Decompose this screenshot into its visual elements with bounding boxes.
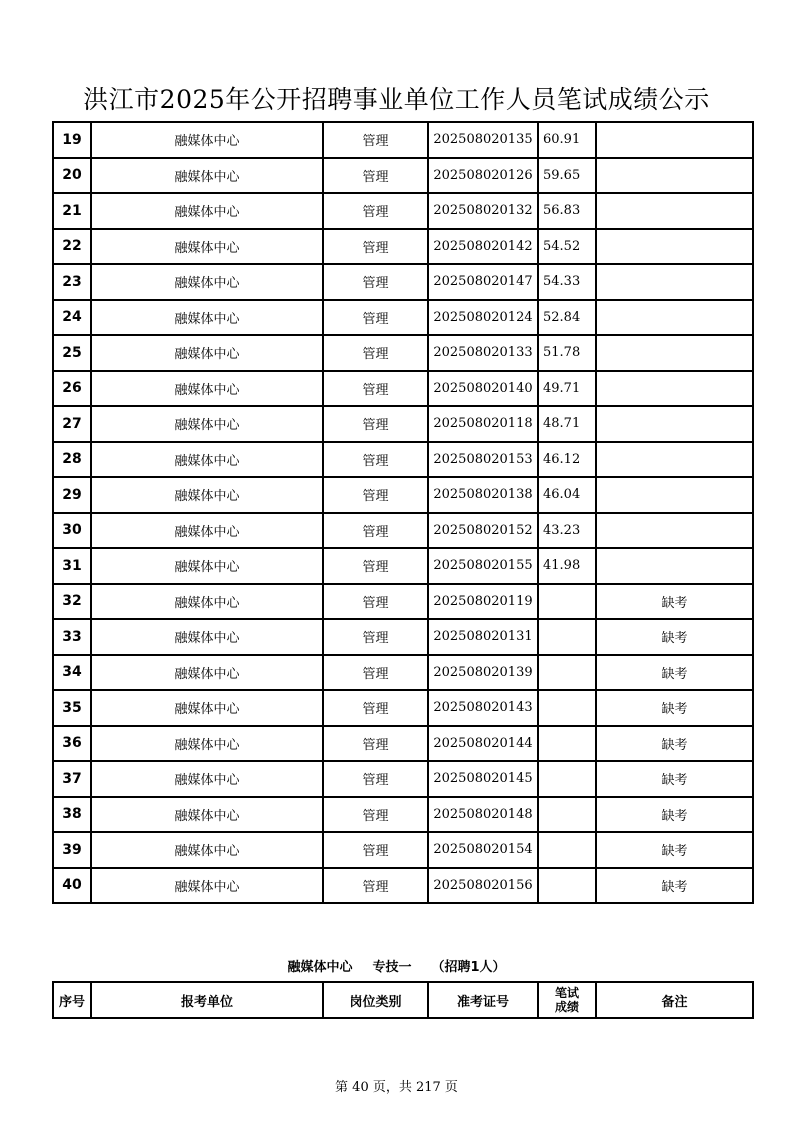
header-unit: 报考单位 bbox=[91, 982, 323, 1018]
category-cell: 管理 bbox=[323, 335, 428, 371]
category-cell: 管理 bbox=[323, 442, 428, 478]
category-cell: 管理 bbox=[323, 229, 428, 265]
document-title: 洪江市2025年公开招聘事业单位工作人员笔试成绩公示 bbox=[83, 85, 710, 114]
score-cell: 56.83 bbox=[538, 193, 596, 229]
remark-cell bbox=[596, 477, 753, 513]
seq-cell: 23 bbox=[53, 264, 91, 300]
category-cell: 管理 bbox=[323, 193, 428, 229]
table-row bbox=[53, 726, 753, 762]
score-cell: 59.65 bbox=[538, 158, 596, 194]
table-row bbox=[53, 548, 753, 584]
table-row bbox=[53, 264, 753, 300]
header-seq: 序号 bbox=[53, 982, 91, 1018]
ticket-cell: 202508020145 bbox=[428, 761, 538, 797]
header-remark: 备注 bbox=[596, 982, 753, 1018]
remark-cell bbox=[596, 442, 753, 478]
category-cell: 管理 bbox=[323, 548, 428, 584]
seq-cell: 35 bbox=[53, 690, 91, 726]
remark-cell bbox=[596, 158, 753, 194]
unit-cell: 融媒体中心 bbox=[91, 300, 323, 336]
table-row bbox=[53, 229, 753, 265]
score-cell: 41.98 bbox=[538, 548, 596, 584]
table-row bbox=[53, 406, 753, 442]
category-cell: 管理 bbox=[323, 406, 428, 442]
seq-cell: 22 bbox=[53, 229, 91, 265]
remark-cell: 缺考 bbox=[596, 761, 753, 797]
remark-cell bbox=[596, 371, 753, 407]
ticket-cell: 202508020140 bbox=[428, 371, 538, 407]
seq-cell: 37 bbox=[53, 761, 91, 797]
remark-cell: 缺考 bbox=[596, 797, 753, 833]
remark-cell: 缺考 bbox=[596, 868, 753, 904]
score-cell bbox=[538, 690, 596, 726]
score-cell: 43.23 bbox=[538, 513, 596, 549]
table-row bbox=[53, 584, 753, 620]
table-row bbox=[53, 335, 753, 371]
score-cell bbox=[538, 726, 596, 762]
remark-cell: 缺考 bbox=[596, 690, 753, 726]
remark-cell: 缺考 bbox=[596, 619, 753, 655]
score-cell: 46.12 bbox=[538, 442, 596, 478]
score-cell bbox=[538, 832, 596, 868]
seq-cell: 33 bbox=[53, 619, 91, 655]
score-cell: 60.91 bbox=[538, 122, 596, 158]
ticket-cell: 202508020153 bbox=[428, 442, 538, 478]
unit-cell: 融媒体中心 bbox=[91, 655, 323, 691]
unit-cell: 融媒体中心 bbox=[91, 477, 323, 513]
category-cell: 管理 bbox=[323, 690, 428, 726]
unit-cell: 融媒体中心 bbox=[91, 832, 323, 868]
score-cell: 48.71 bbox=[538, 406, 596, 442]
unit-cell: 融媒体中心 bbox=[91, 335, 323, 371]
category-cell: 管理 bbox=[323, 868, 428, 904]
table-row bbox=[53, 300, 753, 336]
remark-cell bbox=[596, 193, 753, 229]
category-cell: 管理 bbox=[323, 761, 428, 797]
header-score-line1: 笔试 bbox=[554, 986, 579, 1000]
seq-cell: 19 bbox=[53, 122, 91, 158]
section-quota: （招聘1人） bbox=[431, 960, 506, 975]
seq-cell: 24 bbox=[53, 300, 91, 336]
ticket-cell: 202508020147 bbox=[428, 264, 538, 300]
ticket-cell: 202508020155 bbox=[428, 548, 538, 584]
unit-cell: 融媒体中心 bbox=[91, 371, 323, 407]
unit-cell: 融媒体中心 bbox=[91, 158, 323, 194]
ticket-cell: 202508020144 bbox=[428, 726, 538, 762]
remark-cell bbox=[596, 229, 753, 265]
category-cell: 管理 bbox=[323, 477, 428, 513]
unit-cell: 融媒体中心 bbox=[91, 761, 323, 797]
score-cell: 49.71 bbox=[538, 371, 596, 407]
seq-cell: 38 bbox=[53, 797, 91, 833]
remark-cell bbox=[596, 122, 753, 158]
category-cell: 管理 bbox=[323, 619, 428, 655]
seq-cell: 26 bbox=[53, 371, 91, 407]
category-cell: 管理 bbox=[323, 726, 428, 762]
score-cell bbox=[538, 868, 596, 904]
unit-cell: 融媒体中心 bbox=[91, 122, 323, 158]
table-row bbox=[53, 477, 753, 513]
ticket-cell: 202508020139 bbox=[428, 655, 538, 691]
score-cell bbox=[538, 797, 596, 833]
remark-cell bbox=[596, 406, 753, 442]
score-cell bbox=[538, 655, 596, 691]
header-score-line2: 成绩 bbox=[554, 1000, 579, 1014]
ticket-cell: 202508020135 bbox=[428, 122, 538, 158]
category-cell: 管理 bbox=[323, 371, 428, 407]
remark-cell bbox=[596, 335, 753, 371]
scores-table bbox=[52, 121, 754, 904]
seq-cell: 29 bbox=[53, 477, 91, 513]
score-cell: 46.04 bbox=[538, 477, 596, 513]
table-row bbox=[53, 371, 753, 407]
unit-cell: 融媒体中心 bbox=[91, 868, 323, 904]
header-row bbox=[53, 982, 753, 1018]
table-row bbox=[53, 158, 753, 194]
ticket-cell: 202508020118 bbox=[428, 406, 538, 442]
ticket-cell: 202508020156 bbox=[428, 868, 538, 904]
unit-cell: 融媒体中心 bbox=[91, 619, 323, 655]
table-row bbox=[53, 868, 753, 904]
score-cell bbox=[538, 584, 596, 620]
seq-cell: 32 bbox=[53, 584, 91, 620]
seq-cell: 36 bbox=[53, 726, 91, 762]
ticket-cell: 202508020148 bbox=[428, 797, 538, 833]
ticket-cell: 202508020126 bbox=[428, 158, 538, 194]
ticket-cell: 202508020154 bbox=[428, 832, 538, 868]
ticket-cell: 202508020142 bbox=[428, 229, 538, 265]
score-cell: 52.84 bbox=[538, 300, 596, 336]
category-cell: 管理 bbox=[323, 832, 428, 868]
table-row bbox=[53, 832, 753, 868]
table-row bbox=[53, 655, 753, 691]
unit-cell: 融媒体中心 bbox=[91, 584, 323, 620]
seq-cell: 21 bbox=[53, 193, 91, 229]
table-row bbox=[53, 193, 753, 229]
category-cell: 管理 bbox=[323, 584, 428, 620]
table-row bbox=[53, 761, 753, 797]
remark-cell bbox=[596, 513, 753, 549]
remark-cell: 缺考 bbox=[596, 726, 753, 762]
unit-cell: 融媒体中心 bbox=[91, 548, 323, 584]
ticket-cell: 202508020138 bbox=[428, 477, 538, 513]
score-cell: 54.33 bbox=[538, 264, 596, 300]
unit-cell: 融媒体中心 bbox=[91, 513, 323, 549]
remark-cell: 缺考 bbox=[596, 832, 753, 868]
ticket-cell: 202508020132 bbox=[428, 193, 538, 229]
unit-cell: 融媒体中心 bbox=[91, 442, 323, 478]
unit-cell: 融媒体中心 bbox=[91, 264, 323, 300]
page-footer: 第 40 页，共 217 页 bbox=[335, 1080, 458, 1095]
seq-cell: 27 bbox=[53, 406, 91, 442]
unit-cell: 融媒体中心 bbox=[91, 690, 323, 726]
table-row bbox=[53, 442, 753, 478]
ticket-cell: 202508020133 bbox=[428, 335, 538, 371]
score-cell bbox=[538, 619, 596, 655]
category-cell: 管理 bbox=[323, 158, 428, 194]
table-row bbox=[53, 797, 753, 833]
unit-cell: 融媒体中心 bbox=[91, 726, 323, 762]
remark-cell bbox=[596, 548, 753, 584]
unit-cell: 融媒体中心 bbox=[91, 406, 323, 442]
ticket-cell: 202508020143 bbox=[428, 690, 538, 726]
header-category: 岗位类别 bbox=[323, 982, 428, 1018]
seq-cell: 40 bbox=[53, 868, 91, 904]
header-ticket: 准考证号 bbox=[428, 982, 538, 1018]
remark-cell bbox=[596, 300, 753, 336]
ticket-cell: 202508020119 bbox=[428, 584, 538, 620]
unit-cell: 融媒体中心 bbox=[91, 797, 323, 833]
unit-cell: 融媒体中心 bbox=[91, 193, 323, 229]
header-score bbox=[538, 982, 596, 1018]
section-unit: 融媒体中心 bbox=[287, 960, 353, 975]
section-position: 专技一 bbox=[372, 960, 412, 975]
remark-cell: 缺考 bbox=[596, 584, 753, 620]
ticket-cell: 202508020152 bbox=[428, 513, 538, 549]
remark-cell bbox=[596, 264, 753, 300]
section-heading bbox=[0, 956, 793, 975]
seq-cell: 30 bbox=[53, 513, 91, 549]
category-cell: 管理 bbox=[323, 264, 428, 300]
seq-cell: 39 bbox=[53, 832, 91, 868]
category-cell: 管理 bbox=[323, 300, 428, 336]
category-cell: 管理 bbox=[323, 655, 428, 691]
category-cell: 管理 bbox=[323, 797, 428, 833]
seq-cell: 20 bbox=[53, 158, 91, 194]
table-row bbox=[53, 513, 753, 549]
table-row bbox=[53, 619, 753, 655]
ticket-cell: 202508020131 bbox=[428, 619, 538, 655]
unit-cell: 融媒体中心 bbox=[91, 229, 323, 265]
column-header-table bbox=[52, 981, 754, 1019]
seq-cell: 28 bbox=[53, 442, 91, 478]
scores-table-body bbox=[53, 122, 753, 903]
category-cell: 管理 bbox=[323, 122, 428, 158]
table-row bbox=[53, 122, 753, 158]
seq-cell: 31 bbox=[53, 548, 91, 584]
category-cell: 管理 bbox=[323, 513, 428, 549]
score-cell bbox=[538, 761, 596, 797]
remark-cell: 缺考 bbox=[596, 655, 753, 691]
table-row bbox=[53, 690, 753, 726]
seq-cell: 34 bbox=[53, 655, 91, 691]
score-cell: 51.78 bbox=[538, 335, 596, 371]
seq-cell: 25 bbox=[53, 335, 91, 371]
ticket-cell: 202508020124 bbox=[428, 300, 538, 336]
score-cell: 54.52 bbox=[538, 229, 596, 265]
